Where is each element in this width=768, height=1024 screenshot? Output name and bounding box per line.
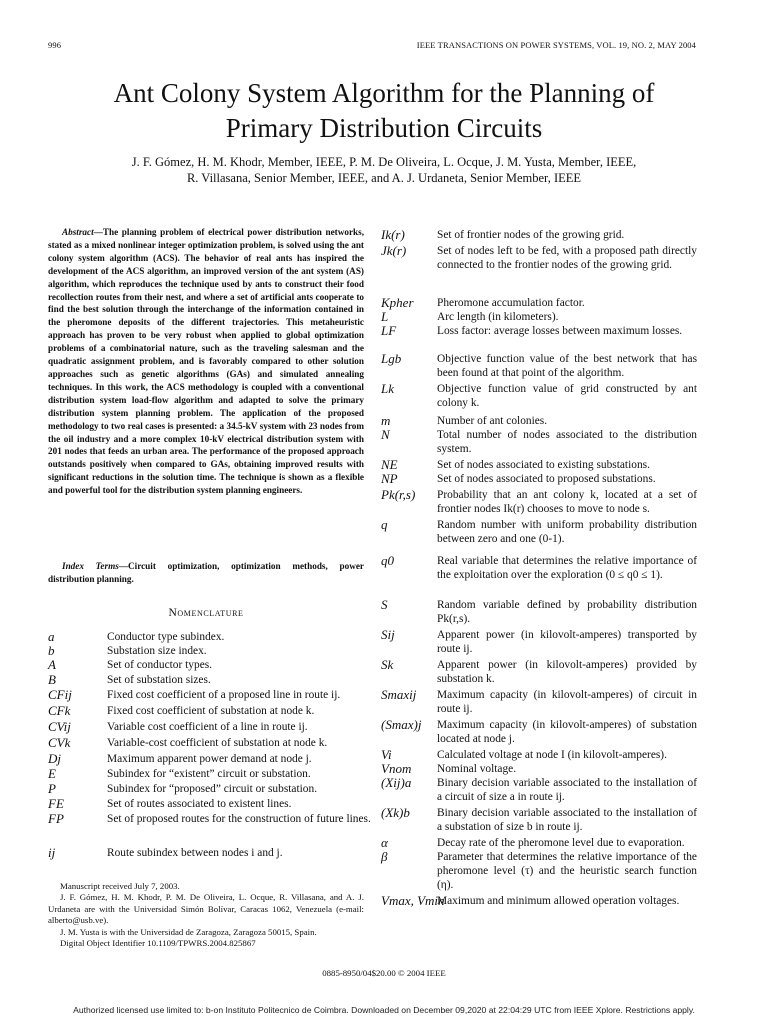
nomenclature-left-column (48, 628, 371, 868)
nomenclature-definition: Maximum capacity (in kilovolt-amperes) of substation located at node j. (437, 719, 697, 746)
nomenclature-symbol: q0 (381, 553, 394, 568)
nomenclature-definition: Real variable that determines the relative importance of the exploitation over the exploration (0 ≤ q0 ≤ 1). (437, 555, 697, 582)
nomenclature-definition: Pheromone accumulation factor. (437, 297, 585, 309)
nomenclature-symbol: Lk (381, 381, 394, 396)
nomenclature-definition: Number of ant colonies. (437, 415, 548, 427)
footnote-yusta: J. M. Yusta is with the Universidad de Zaragoza, Zaragoza 50015, Spain. (60, 926, 317, 937)
authors-line-1: J. F. Gómez, H. M. Khodr, Member, IEEE, P. M. De Oliveira, L. Ocque, J. M. Yusta, Member, IEEE, (131, 155, 637, 169)
nomenclature-symbol: (Xij)a (381, 775, 412, 790)
nomenclature-definition: Maximum and minimum allowed operation voltages. (437, 895, 680, 907)
nomenclature-definition: Decay rate of the pheromone level due to evaporation. (437, 837, 685, 849)
nomenclature-definition: Subindex for “proposed” circuit or substation. (107, 783, 318, 795)
nomenclature-definition: Set of nodes associated to proposed substations. (437, 473, 656, 485)
nomenclature-definition: Random number with uniform probability distribution between zero and one (0-1). (437, 519, 697, 546)
footnote-affiliation: J. F. Gómez, H. M. Khodr, P. M. De Oliveira, L. Ocque, R. Villasana, and A. J. Urdaneta are with the Universidad Simón Bolívar, Caracas 1062, Venezuela (e-mail: alberto@usb.ve). (48, 892, 364, 926)
nomenclature-definition: Set of proposed routes for the construction of future lines. (107, 813, 371, 825)
journal-header: IEEE TRANSACTIONS ON POWER SYSTEMS, VOL. 19, NO. 2, MAY 2004 (416, 40, 696, 50)
nomenclature-definition: Maximum capacity (in kilovolt-amperes) of circuit in route ij. (437, 689, 697, 716)
nomenclature-symbol: a (48, 629, 55, 644)
nomenclature-definition: Binary decision variable associated to the installation of a substation of size b in route ij. (437, 807, 697, 834)
nomenclature-symbol: L (381, 309, 389, 324)
nomenclature-symbol: Smaxij (381, 687, 417, 702)
index-terms-text: —Circuit optimization, optimization methods, power distribution planning. (48, 561, 365, 584)
nomenclature-definition: Probability that an ant colony k, located at a set of frontier nodes Ik(r) chooses to move to node s. (437, 489, 697, 516)
authorized-use-notice: Authorized licensed use limited to: b-on Instituto Politecnico de Coimbra. Downloaded on December 09,2020 at 22:04:29 UTC from IEEE Xplore. Restrictions apply. (73, 1005, 695, 1015)
nomenclature-definition: Variable-cost coefficient of substation at node k. (107, 737, 328, 749)
nomenclature-symbol: β (381, 849, 388, 864)
nomenclature-definition: Total number of nodes associated to the distribution system. (437, 429, 697, 456)
nomenclature-definition: Conductor type subindex. (107, 631, 225, 643)
nomenclature-symbol: CFk (48, 703, 71, 718)
nomenclature-symbol: Lgb (381, 351, 402, 366)
nomenclature-symbol: m (381, 413, 391, 428)
nomenclature-symbol: FP (48, 811, 64, 826)
nomenclature-definition: Set of nodes left to be fed, with a proposed path directly connected to the frontier nodes of the growing grid. (437, 245, 697, 272)
nomenclature-symbol: α (381, 835, 388, 850)
nomenclature-symbol: FE (48, 796, 64, 811)
abstract-text: —The planning problem of electrical power distribution networks, stated as a mixed nonlinear integer optimization problem, is solved using the ant colony system algorithm (ACS). The behavior of real ants has inspired the development of the ACS algorithm, an improved version of the ant system (AS) algorithm, which reproduces the technique used by ants to construct their food recollection routes from their nest, and where a set of artificial ants cooperate to find the best solution through the interchange of the information contained in the pheromone deposits of the different trajectories. This metaheuristic approach has proven to be very robust when applied to global optimization problems of a combinatorial nature, such as the traveling salesman and the quadratic assignment problem, and is favorably compared to other solution approaches such as genetic algorithms (GAs) and simulated annealing techniques. In this work, the ACS methodology is coupled with a conventional distribution system load-flow algorithm and adapted to solve the primary distribution system planning problem. The application of the proposed methodology to two real cases is presented: a 34.5-kV system with 23 nodes from the oil industry and a more complex 10-kV electrical distribution system with 201 nodes that feeds an urban area. The performance of the proposed approach outstands positively when compared to GAs, obtaining improved results with significant reductions in the solution time. The technique is shown as a flexible and powerful tool for the distribution system planning engineers. (48, 227, 364, 496)
nomenclature-definition: Loss factor: average losses between maximum losses. (437, 325, 683, 337)
index-terms-lead: Index Terms (62, 561, 119, 571)
nomenclature-symbol: S (381, 597, 388, 612)
nomenclature-symbol: Sk (381, 657, 394, 672)
nomenclature-symbol: Vmax, Vmin (381, 893, 445, 908)
abstract (48, 226, 364, 497)
nomenclature-symbol: b (48, 643, 55, 658)
nomenclature-definition: Objective function value of grid constructed by ant colony k. (437, 383, 697, 410)
nomenclature-definition: Random variable defined by probability distribution Pk(r,s). (437, 599, 697, 626)
nomenclature-definition: Objective function value of the best network that has been found at that point of the algorithm. (437, 353, 697, 380)
nomenclature-symbol: CFij (48, 687, 72, 702)
nomenclature-definition: Set of substation sizes. (107, 674, 211, 686)
nomenclature-definition: Calculated voltage at node I (in kilovolt-amperes). (437, 749, 667, 761)
nomenclature-definition: Maximum apparent power demand at node j. (107, 753, 312, 765)
authors-line-2: R. Villasana, Senior Member, IEEE, and A. J. Urdaneta, Senior Member, IEEE (186, 171, 582, 185)
nomenclature-symbol: Kpher (381, 295, 414, 310)
nomenclature-definition: Subindex for “existent” circuit or substation. (107, 768, 311, 780)
nomenclature-symbol: Pk(r,s) (381, 487, 416, 502)
nomenclature-definition: Variable cost coefficient of a line in route ij. (107, 721, 308, 733)
nomenclature-definition: Fixed cost coefficient of a proposed line in route ij. (107, 689, 341, 701)
nomenclature-definition: Fixed cost coefficient of substation at node k. (107, 705, 315, 717)
nomenclature-symbol: Vi (381, 747, 392, 762)
nomenclature-symbol: Jk(r) (381, 243, 407, 258)
abstract-lead: Abstract (62, 227, 94, 237)
nomenclature-heading: Nomenclature (168, 607, 244, 619)
footnote-doi: Digital Object Identifier 10.1109/TPWRS.2004.825867 (60, 938, 256, 949)
nomenclature-symbol: (Xk)b (381, 805, 410, 820)
nomenclature-definition: Binary decision variable associated to the installation of a circuit of size a in route ij. (437, 777, 697, 804)
nomenclature-definition: Nominal voltage. (437, 763, 517, 775)
nomenclature-symbol: B (48, 672, 56, 687)
footnote-received: Manuscript received July 7, 2003. (60, 881, 180, 891)
author-list (60, 154, 708, 186)
nomenclature-definition: Set of nodes associated to existing substations. (437, 459, 650, 471)
nomenclature-definition: Set of frontier nodes of the growing grid. (437, 229, 625, 241)
nomenclature-symbol: ij (48, 845, 56, 860)
nomenclature-definition: Parameter that determines the relative importance of the pheromone level (τ) and the heuristic search function (η). (437, 851, 697, 892)
nomenclature-symbol: P (48, 781, 56, 796)
page-number: 996 (48, 40, 62, 50)
nomenclature-symbol: (Smax)j (381, 717, 422, 732)
nomenclature-symbol: CVk (48, 735, 71, 750)
nomenclature-symbol: Sij (381, 627, 395, 642)
nomenclature-symbol: CVij (48, 719, 71, 734)
title-line-2: Primary Distribution Circuits (225, 113, 543, 143)
nomenclature-definition: Route subindex between nodes i and j. (107, 847, 283, 859)
title-line-1: Ant Colony System Algorithm for the Planning of (113, 78, 655, 108)
nomenclature-symbol: NE (381, 457, 398, 472)
nomenclature-symbol: Ik(r) (381, 227, 405, 242)
footnotes (48, 881, 364, 949)
nomenclature-definition: Substation size index. (107, 645, 207, 657)
nomenclature-definition: Apparent power (in kilovolt-amperes) provided by substation k. (437, 659, 697, 686)
nomenclature-right-column (381, 226, 697, 956)
index-terms (48, 560, 364, 586)
nomenclature-definition: Set of routes associated to existent lines. (107, 798, 292, 810)
nomenclature-symbol: LF (381, 323, 397, 338)
nomenclature-symbol: N (381, 427, 390, 442)
nomenclature-symbol: Dj (48, 751, 61, 766)
nomenclature-symbol: A (48, 657, 56, 672)
copyright-line: 0885-8950/04$20.00 © 2004 IEEE (322, 968, 446, 978)
nomenclature-symbol: q (381, 517, 388, 532)
paper-title (40, 76, 728, 146)
nomenclature-definition: Apparent power (in kilovolt-amperes) transported by route ij. (437, 629, 697, 656)
nomenclature-definition: Arc length (in kilometers). (437, 311, 559, 323)
nomenclature-definition: Set of conductor types. (107, 659, 213, 671)
nomenclature-symbol: Vnom (381, 761, 412, 776)
nomenclature-symbol: NP (381, 471, 398, 486)
nomenclature-symbol: E (48, 766, 56, 781)
